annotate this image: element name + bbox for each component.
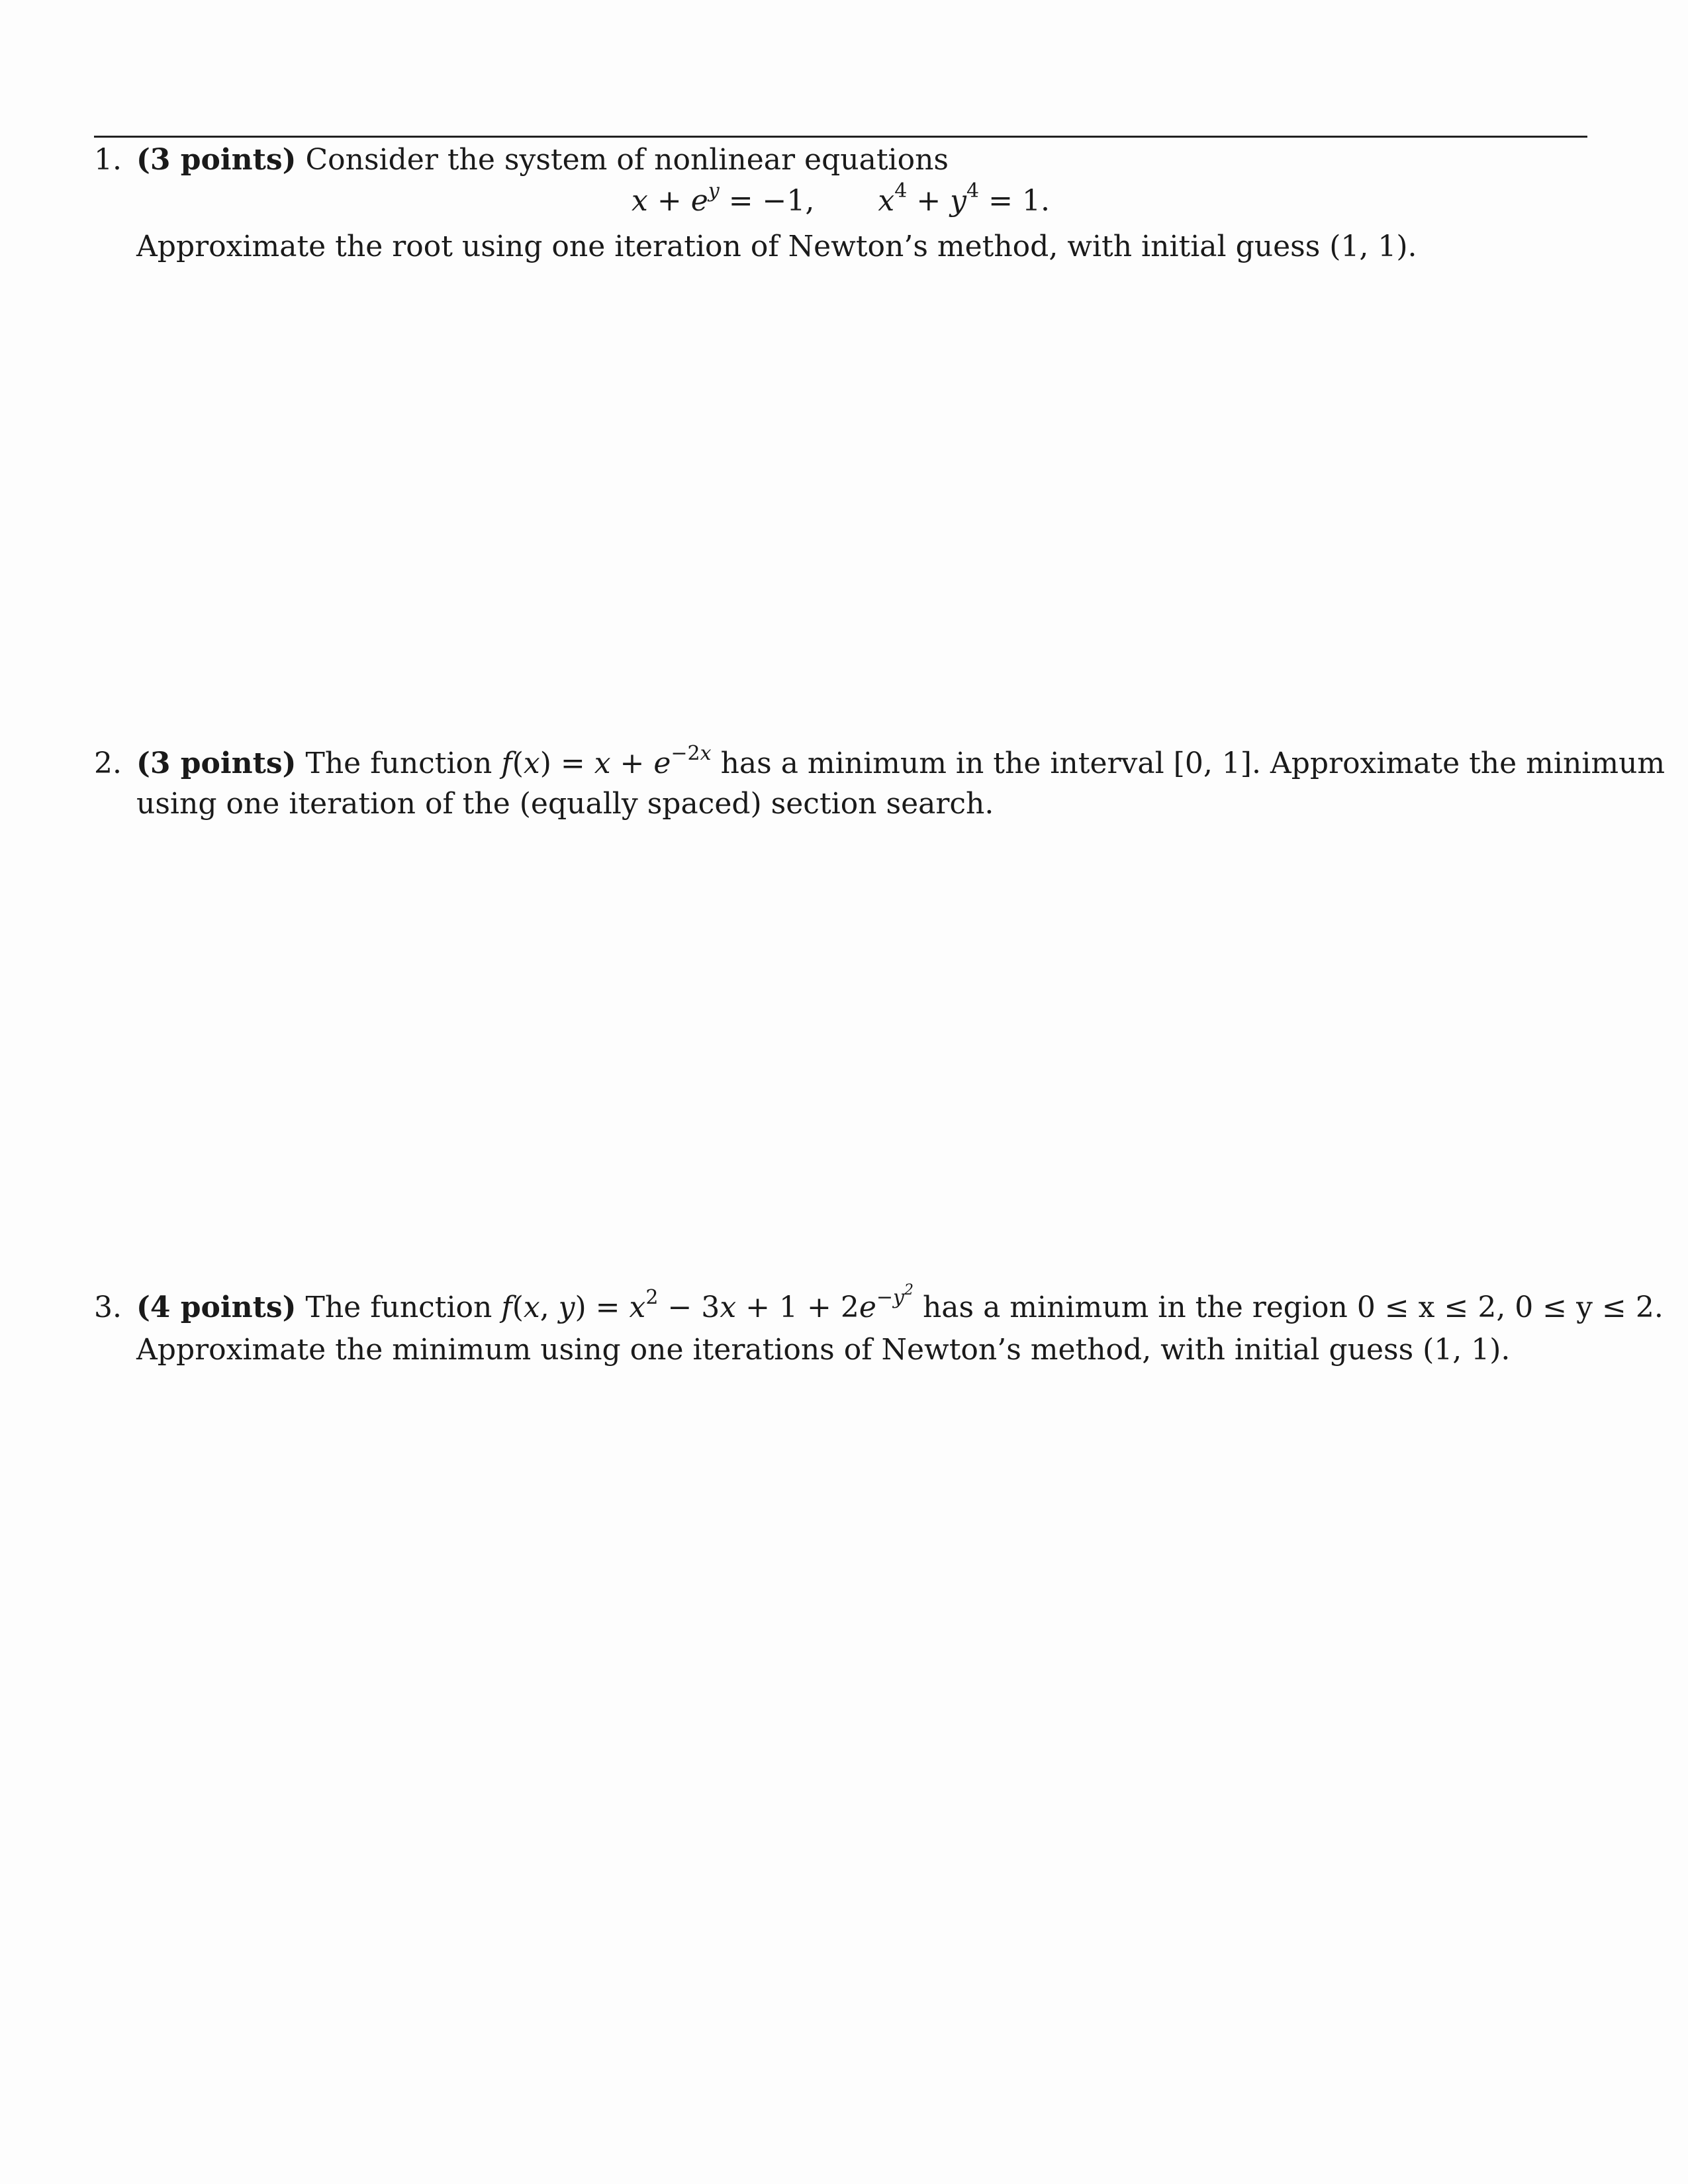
problem-1-number: 1. [94, 143, 122, 177]
problem-1-intro: Consider the system of nonlinear equations [305, 143, 949, 177]
problem-2-points: (3 points) [136, 747, 297, 780]
top-horizontal-rule [94, 136, 1587, 138]
problem-3-number: 3. [94, 1291, 122, 1324]
problem-2-first-line [94, 742, 1665, 786]
problem-2-text-after: has a minimum in the interval [0, 1]. Approximate the minimum [720, 747, 1665, 780]
problem-1-question: Approximate the root using one iteration of Newton’s method, with initial guess (1, 1). [136, 230, 1417, 263]
problem-2-number: 2. [94, 747, 122, 780]
problem-1-equation-1: $x + e^y = -1$, [632, 179, 815, 218]
problem-2-function: $f(x) = x + e^{-2x}$ [501, 742, 712, 780]
problem-1-equation-2: $x^4 + y^4 = 1$. [878, 179, 1050, 218]
problem-1-first-line [94, 142, 1590, 179]
problem-3-function: f(x, $y) = x^2 - 3x + 1 + 2e^{-y^2}$ [501, 1282, 914, 1324]
problem-1 [94, 142, 1590, 265]
problem-3 [94, 1282, 1664, 1369]
problem-3-question: Approximate the minimum using one iterations of Newton’s method, with initial guess (1, 1). [136, 1333, 1511, 1367]
problem-3-text-after: has a minimum in the region 0 ≤ x ≤ 2, 0 ≤ y ≤ 2. [922, 1291, 1664, 1324]
problem-3-points: (4 points) [136, 1291, 297, 1324]
problem-2 [94, 742, 1665, 823]
problem-3-text-before: The function [305, 1291, 492, 1324]
problem-3-first-line [94, 1282, 1664, 1332]
problem-2-text-before: The function [305, 747, 492, 780]
problem-1-equations [94, 179, 1587, 223]
problem-1-points: (3 points) [136, 143, 297, 177]
problem-2-question: using one iteration of the (equally spaced) section search. [136, 787, 994, 821]
